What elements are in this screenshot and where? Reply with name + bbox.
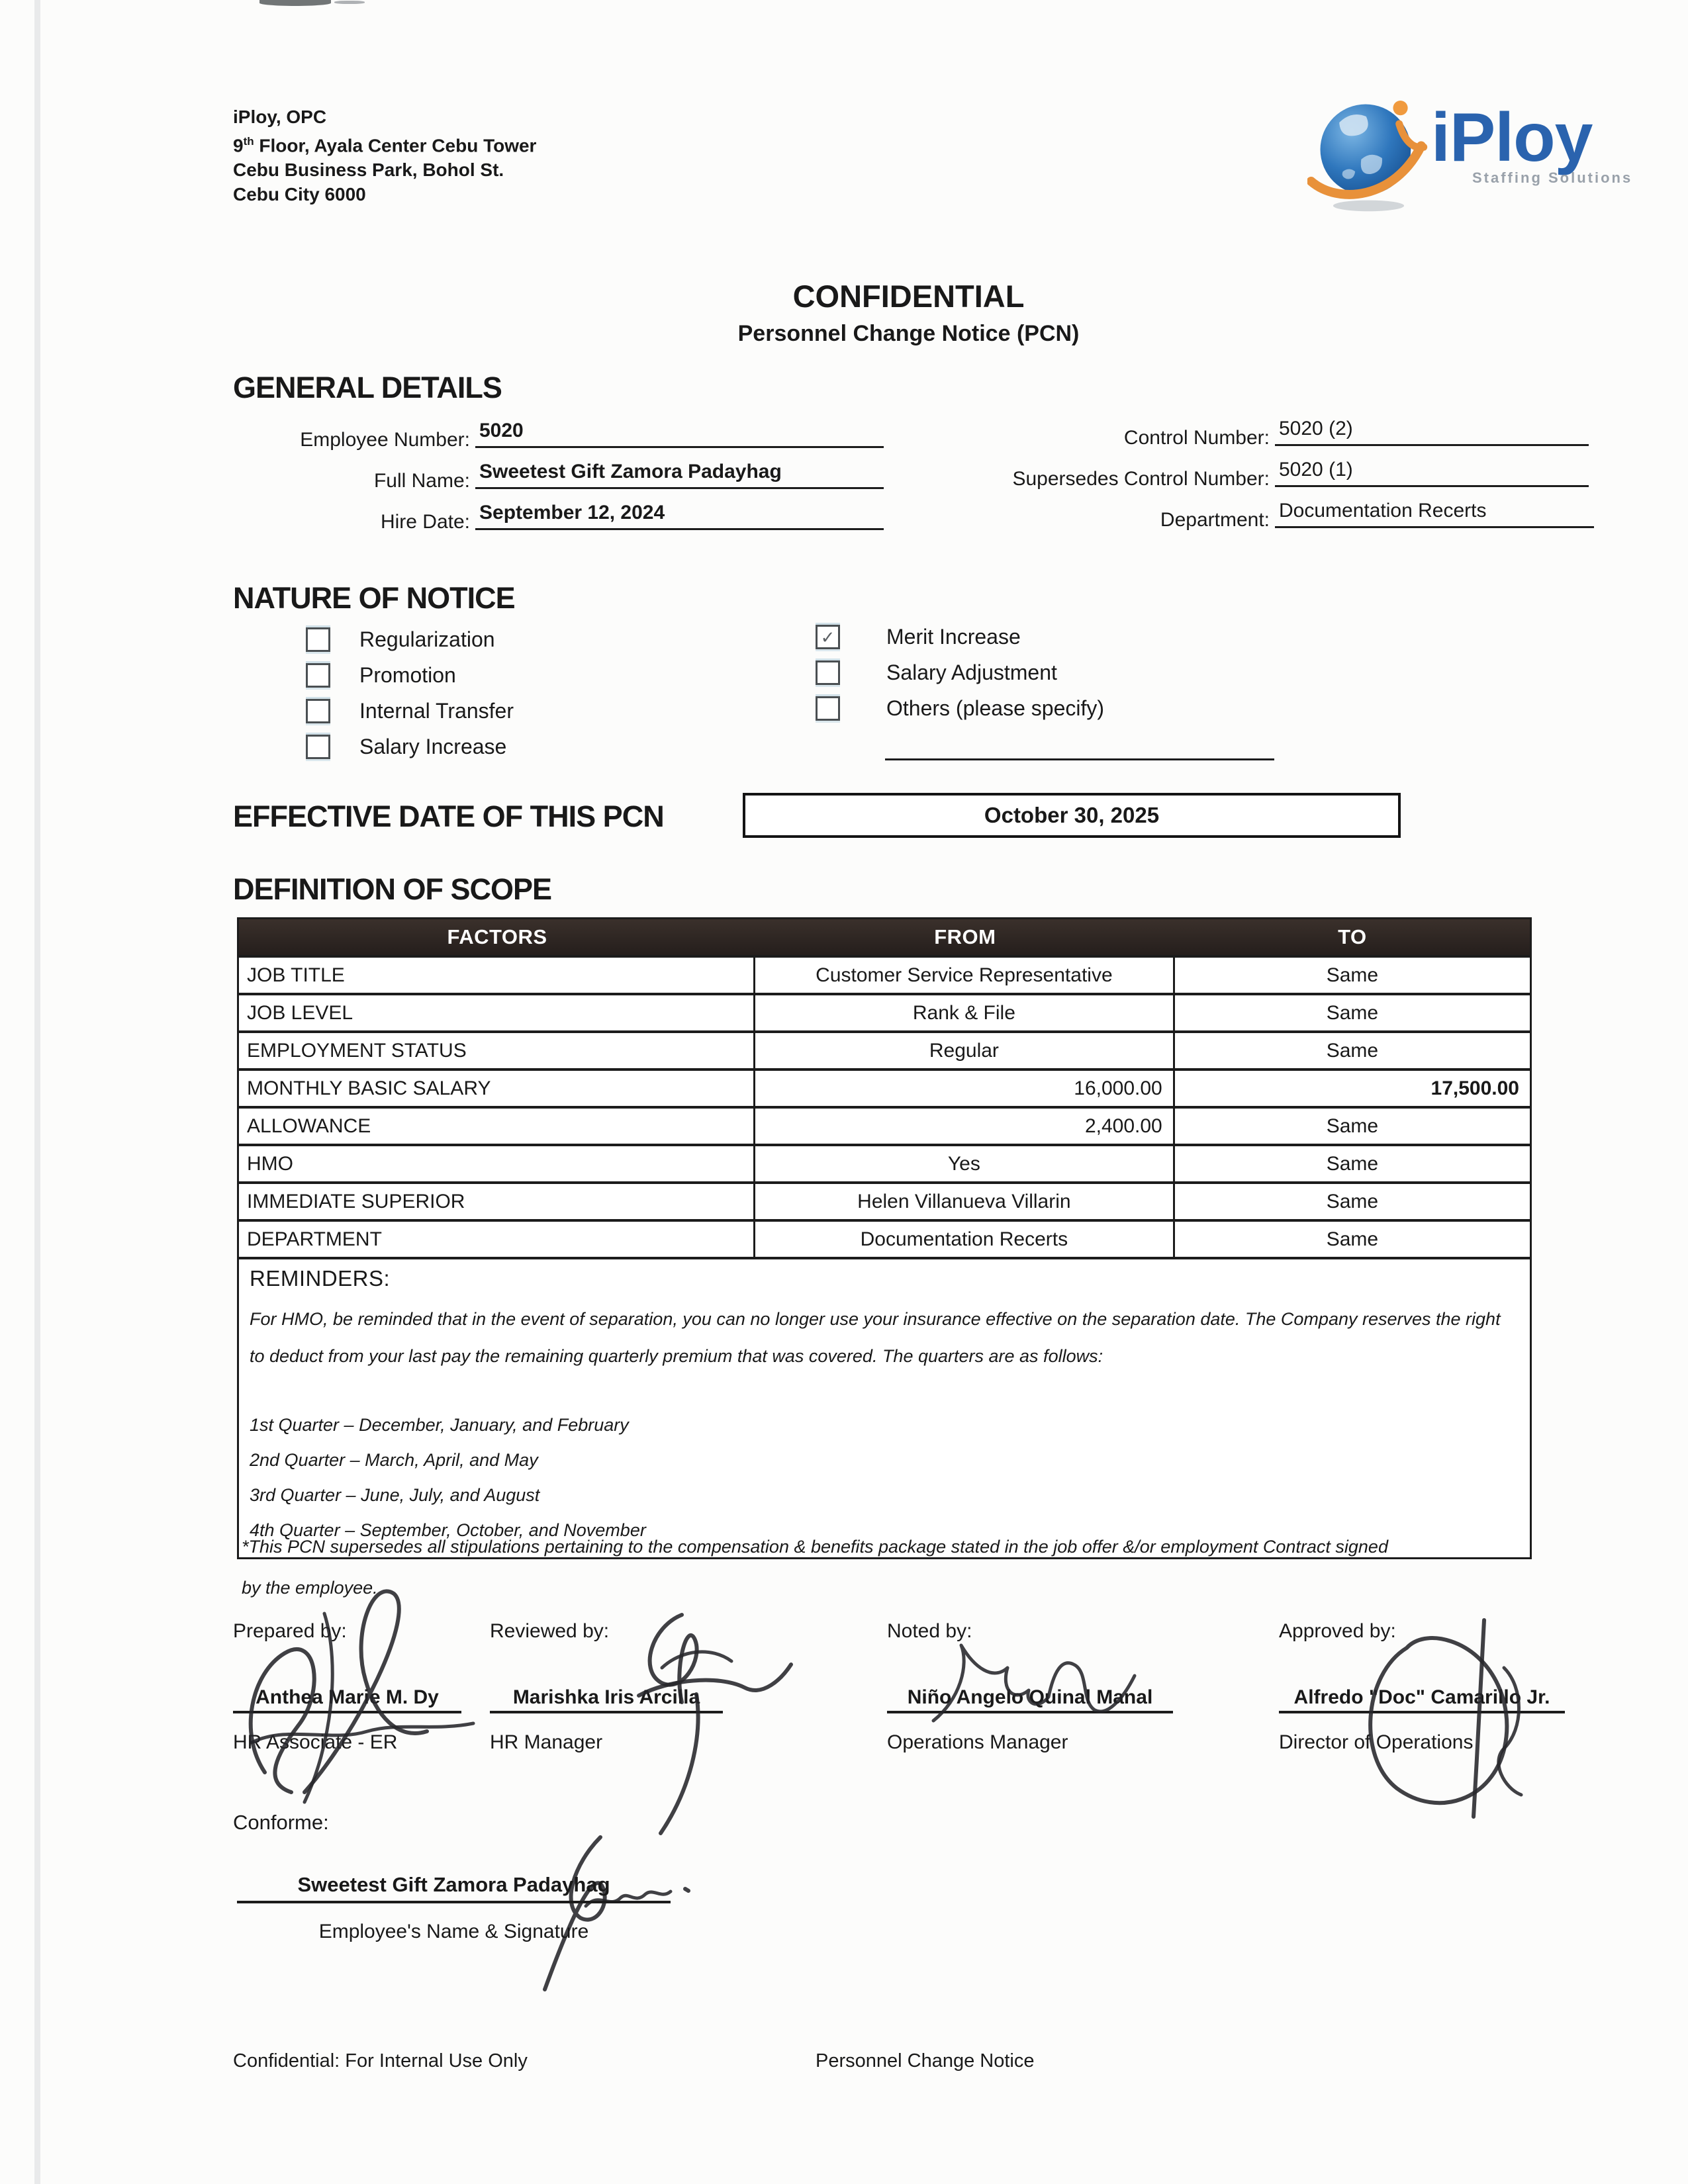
hire-date-label: Hire Date:: [380, 511, 470, 533]
company-name: iPloy, OPC: [233, 107, 327, 127]
scan-smudge-artifact: [259, 0, 331, 6]
checkbox-label: Internal Transfer: [359, 699, 514, 723]
column-header-to: TO: [1338, 925, 1367, 948]
noted-by-label: Noted by:: [887, 1620, 972, 1642]
reviewed-by-name: Marishka Iris Arcilla: [490, 1686, 723, 1713]
checkbox[interactable]: [816, 696, 840, 721]
scan-edge-artifact: [34, 0, 40, 2184]
table-row: [239, 993, 1530, 1030]
factor-cell: MONTHLY BASIC SALARY: [239, 1068, 755, 1106]
hire-date-value: September 12, 2024: [475, 502, 884, 530]
option-others: [816, 696, 1104, 721]
to-cell: Same: [1175, 993, 1530, 1030]
supersedes-control-number-label: Supersedes Control Number:: [1012, 468, 1270, 490]
checkbox[interactable]: [306, 735, 330, 759]
to-cell: Same: [1175, 1106, 1530, 1144]
department-value: Documentation Recerts: [1275, 500, 1594, 528]
company-logo: [1307, 85, 1638, 224]
to-cell: Same: [1175, 955, 1530, 993]
checkbox[interactable]: [816, 625, 840, 649]
logo-brand-text: iPloy: [1431, 99, 1593, 176]
employee-number-label: Employee Number:: [300, 429, 470, 451]
prepared-by-block: [233, 1620, 461, 1772]
prepared-by-label: Prepared by:: [233, 1620, 347, 1642]
option-promotion: [306, 663, 456, 688]
prepared-by-title: HR Associate - ER: [233, 1731, 398, 1753]
control-number-label: Control Number:: [1123, 427, 1270, 449]
factor-cell: IMMEDIATE SUPERIOR: [239, 1181, 755, 1219]
from-cell: 16,000.00: [755, 1068, 1175, 1106]
reviewed-by-block: [490, 1620, 723, 1772]
prepared-by-name: Anthea Marie M. Dy: [233, 1686, 461, 1713]
table-row: [239, 1068, 1530, 1106]
from-cell: Yes: [755, 1144, 1175, 1181]
checkbox-label: Promotion: [359, 663, 456, 687]
conforme-label: Conforme:: [233, 1811, 329, 1834]
table-row: [239, 1181, 1530, 1219]
option-salary-adjustment: [816, 660, 1057, 685]
supersedes-control-number-value: 5020 (1): [1275, 459, 1589, 487]
checkbox[interactable]: [816, 660, 840, 685]
address-line-1: 9th Floor, Ayala Center Cebu Tower: [233, 135, 537, 156]
noted-by-name: Niño Angelo Quinal Manal: [887, 1686, 1173, 1713]
footnote-line-2: by the employee.: [242, 1578, 378, 1598]
table-row: [239, 1219, 1530, 1257]
quarter-line: 3rd Quarter – June, July, and August: [250, 1485, 540, 1505]
globe-swoosh-icon: [1307, 85, 1430, 213]
scope-table: [237, 917, 1532, 1559]
reviewed-by-title: HR Manager: [490, 1731, 603, 1753]
to-cell: Same: [1175, 1030, 1530, 1068]
factor-cell: HMO: [239, 1144, 755, 1181]
reviewed-by-label: Reviewed by:: [490, 1620, 610, 1642]
employee-number-value: 5020: [475, 420, 884, 448]
document-subtitle: Personnel Change Notice (PCN): [737, 321, 1080, 346]
from-cell: Documentation Recerts: [755, 1219, 1175, 1257]
company-address-block: [233, 105, 536, 206]
checkbox-label: Others (please specify): [886, 696, 1105, 720]
factor-cell: EMPLOYMENT STATUS: [239, 1030, 755, 1068]
noted-by-block: [887, 1620, 1173, 1772]
approved-by-block: [1279, 1620, 1565, 1772]
supersede-footnote: [242, 1526, 1433, 1608]
to-cell: Same: [1175, 1144, 1530, 1181]
checkbox[interactable]: [306, 699, 330, 723]
approved-by-label: Approved by:: [1279, 1620, 1396, 1642]
checkbox[interactable]: [306, 627, 330, 652]
document-title-block: [235, 278, 1582, 347]
footer-confidential-text: Confidential: For Internal Use Only: [233, 2050, 528, 2071]
employee-name: Sweetest Gift Zamora Padayhag: [237, 1873, 671, 1903]
quarter-line: 2nd Quarter – March, April, and May: [250, 1450, 538, 1470]
approved-by-name: Alfredo "Doc" Camarillo Jr.: [1279, 1686, 1565, 1713]
table-row: [239, 1106, 1530, 1144]
address-line-2: Cebu Business Park, Bohol St.: [233, 159, 504, 181]
logo-tagline-text: Staffing Solutions: [1472, 169, 1633, 186]
table-row: [239, 1030, 1530, 1068]
department-label: Department:: [1160, 509, 1270, 531]
from-cell: Customer Service Representative: [755, 955, 1175, 993]
full-name-value: Sweetest Gift Zamora Padayhag: [475, 461, 884, 489]
employee-name-caption: Employee's Name & Signature: [318, 1921, 589, 1942]
checkbox-label: Merit Increase: [886, 625, 1021, 649]
checkmark-icon: ✓: [820, 627, 835, 647]
employee-signature: [487, 1825, 705, 1994]
scan-smudge-artifact: [334, 1, 365, 4]
table-row: [239, 1144, 1530, 1181]
factor-cell: JOB LEVEL: [239, 993, 755, 1030]
approved-by-title: Director of Operations: [1279, 1731, 1474, 1753]
column-header-factors: FACTORS: [447, 925, 547, 948]
effective-date-heading: EFFECTIVE DATE OF THIS PCN: [233, 799, 664, 833]
factor-cell: DEPARTMENT: [239, 1219, 755, 1257]
factor-cell: JOB TITLE: [239, 955, 755, 993]
address-line-3: Cebu City 6000: [233, 184, 366, 205]
effective-date-value-box: October 30, 2025: [743, 793, 1401, 838]
option-salary-increase: [306, 735, 506, 759]
quarter-line: 4th Quarter – September, October, and November: [250, 1520, 646, 1540]
option-merit-increase: [816, 625, 1021, 649]
checkbox-label: Salary Increase: [359, 735, 507, 758]
footer-document-name: Personnel Change Notice: [816, 2050, 1035, 2071]
reminders-section: [239, 1257, 1530, 1557]
control-number-value: 5020 (2): [1275, 418, 1589, 446]
scope-table-header-row: [239, 919, 1530, 955]
checkbox[interactable]: [306, 663, 330, 688]
option-regularization: [306, 627, 495, 652]
reminders-body: For HMO, be reminded that in the event of separation, you can no longer use your insurance effective on the separation date. The Company reserves the right to deduct from your last pay the remaining quarterly premium that was covered. The quarters are as follows:: [250, 1309, 1501, 1366]
table-row: [239, 955, 1530, 993]
full-name-label: Full Name:: [373, 470, 470, 492]
to-cell: Same: [1175, 1181, 1530, 1219]
general-details-heading: GENERAL DETAILS: [233, 371, 502, 404]
nature-of-notice-heading: NATURE OF NOTICE: [233, 581, 515, 615]
quarter-line: 1st Quarter – December, January, and February: [250, 1415, 629, 1435]
footnote-line-1: *This PCN supersedes all stipulations pertaining to the compensation & benefits package stated in the job offer &/or employment Contract signed: [242, 1537, 1388, 1557]
from-cell: Rank & File: [755, 993, 1175, 1030]
confidential-title: CONFIDENTIAL: [792, 279, 1025, 314]
column-header-from: FROM: [934, 925, 996, 948]
definition-of-scope-heading: DEFINITION OF SCOPE: [233, 872, 552, 906]
to-cell: 17,500.00: [1175, 1068, 1530, 1106]
noted-by-title: Operations Manager: [887, 1731, 1068, 1753]
checkbox-label: Regularization: [359, 627, 495, 651]
to-cell: Same: [1175, 1219, 1530, 1257]
factor-cell: ALLOWANCE: [239, 1106, 755, 1144]
from-cell: Regular: [755, 1030, 1175, 1068]
others-specify-line: [885, 740, 1274, 760]
from-cell: Helen Villanueva Villarin: [755, 1181, 1175, 1219]
logo-text-block: [1431, 99, 1633, 187]
option-internal-transfer: [306, 699, 514, 723]
checkbox-label: Salary Adjustment: [886, 660, 1057, 684]
from-cell: 2,400.00: [755, 1106, 1175, 1144]
reminders-title: REMINDERS:: [250, 1266, 391, 1291]
